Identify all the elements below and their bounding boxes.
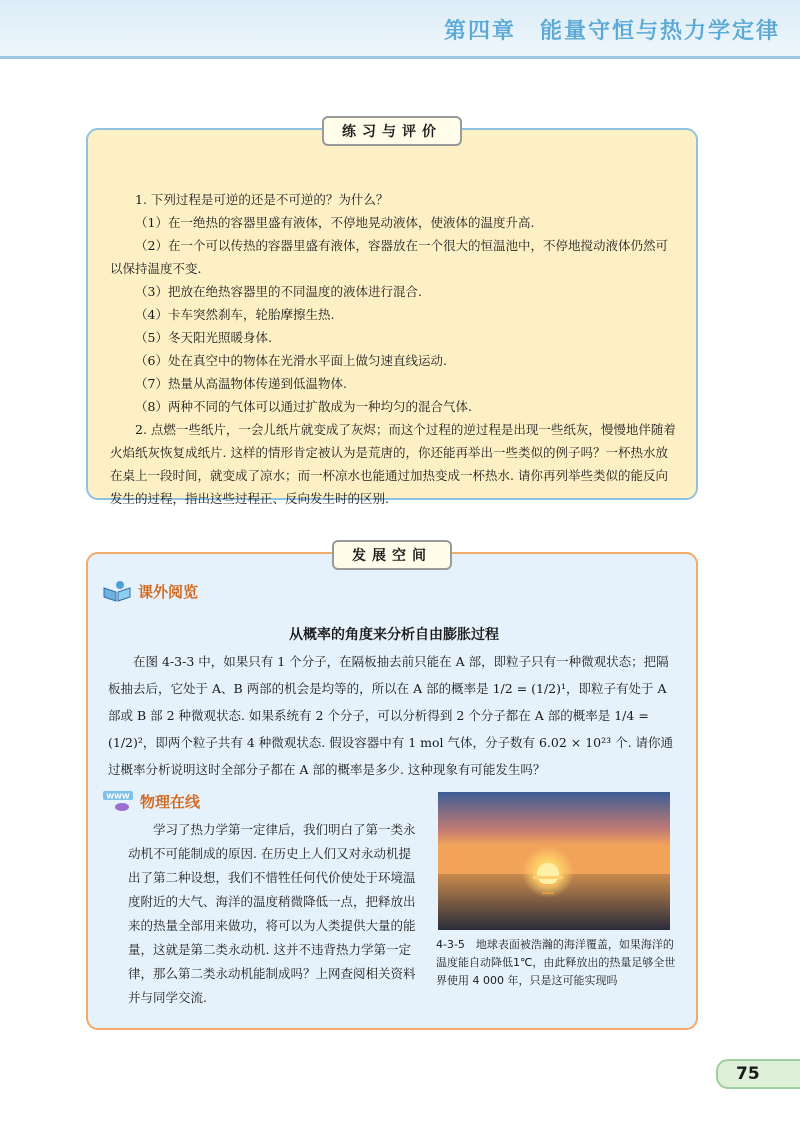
reading-header [102,580,198,602]
online-content [128,818,418,1010]
development-tag: 发展空间 [332,540,452,570]
reading-content [108,648,678,783]
exercise-item-7: （7）热量从高温物体传递到低温物体. [135,376,347,391]
exercise-question-1: 1. 下列过程是可逆的还是不可逆的？为什么？ [135,192,389,207]
exercise-item-6: （6）处在真空中的物体在光滑水平面上做匀速直线运动. [135,353,447,368]
photo-caption: 4-3-5 地球表面被浩瀚的海洋覆盖，如果海洋的温度能自动降低1℃，由此释放出的热量足够全世界使用 4 000 年，只是这可能实现吗 [436,938,676,987]
exercise-box [86,124,698,506]
exercise-item-1: （1）在一绝热的容器里盛有液体，不停地晃动液体，使液体的温度升高. [135,215,535,230]
www-icon [102,790,134,812]
reading-title: 从概率的角度来分析自由膨胀过程 [289,627,499,643]
chapter-title: 第四章 能量守恒与热力学定律 [443,19,780,44]
online-label: 物理在线 [140,792,201,811]
exercise-item-4: （4）卡车突然刹车，轮胎摩擦生热. [135,307,335,322]
development-box [86,548,698,1030]
page-number: 75 [736,1064,760,1084]
exercise-item-2: （2）在一个可以传热的容器里盛有液体，容器放在一个很大的恒温池中，不停地搅动液体仍然可以保持温度不变. [110,238,668,276]
page-number-tab [716,1059,800,1089]
exercise-item-5: （5）冬天阳光照暖身体. [135,330,272,345]
open-book-icon [102,580,132,602]
exercise-item-8: （8）两种不同的气体可以通过扩散成为一种均匀的混合气体. [135,399,472,414]
online-header [102,790,200,812]
exercise-item-3: （3）把放在绝热容器里的不同温度的液体进行混合. [135,284,422,299]
sunset-ocean-photo [438,792,670,930]
exercise-question-2: 2. 点燃一些纸片，一会儿纸片就变成了灰烬；而这个过程的逆过程是出现一些纸灰，慢慢地伴随着火焰纸灰恢复成纸片. 这样的情形肯定被认为是荒唐的，你还能再举出一些类似的例子吗？一杯热水放在桌上一段时间，就变成了凉水；而一杯凉水也能通过加热变成一杯热水. 请你再列举些类似的能反向发生的过程，指出这些过程正、反向发生时的区别. [110,422,676,506]
header-band [0,0,800,59]
reading-paragraph: 在图 4-3-3 中，如果只有 1 个分子，在隔板抽去前只能在 A 部，即粒子只有一种微观状态；把隔板抽去后，它处于 A、B 两部的机会是均等的，所以在 A 部的概率是 1/2 = (1/2)¹，即粒子有处于 A 部或 B 部 2 种微观状态. 如果系统有 2 个分子，可以分析得到 2 个分子都在 A 部的概率是 1/4 = (1/2)²，即两个粒子共有 4 种微观状态. 假设容器中有 1 mol 气体，分子数有 6.02 × 10²³ 个. 请你通过概率分析说明这时全部分子都在 A 部的概率是多少. 这种现象有可能发生吗？ [108,654,674,777]
exercise-content [110,188,676,510]
svg-text:WWW: WWW [106,792,130,801]
exercise-tag: 练习与评价 [322,116,462,146]
online-paragraph: 学习了热力学第一定律后，我们明白了第一类永动机不可能制成的原因. 在历史上人们又对永动机提出了第二种设想，我们不惜牲任何代价使处于环境温度附近的大气、海洋的温度稍微降低一点，把释放出来的热量全部用来做功，将可以为人类提供大量的能量，这就是第二类永动机. 这并不违背热力学第一定律，那么第二类永动机能制成吗？上网查阅相关资料并与同学交流. [128,822,416,1005]
reading-label: 课外阅览 [138,582,199,601]
